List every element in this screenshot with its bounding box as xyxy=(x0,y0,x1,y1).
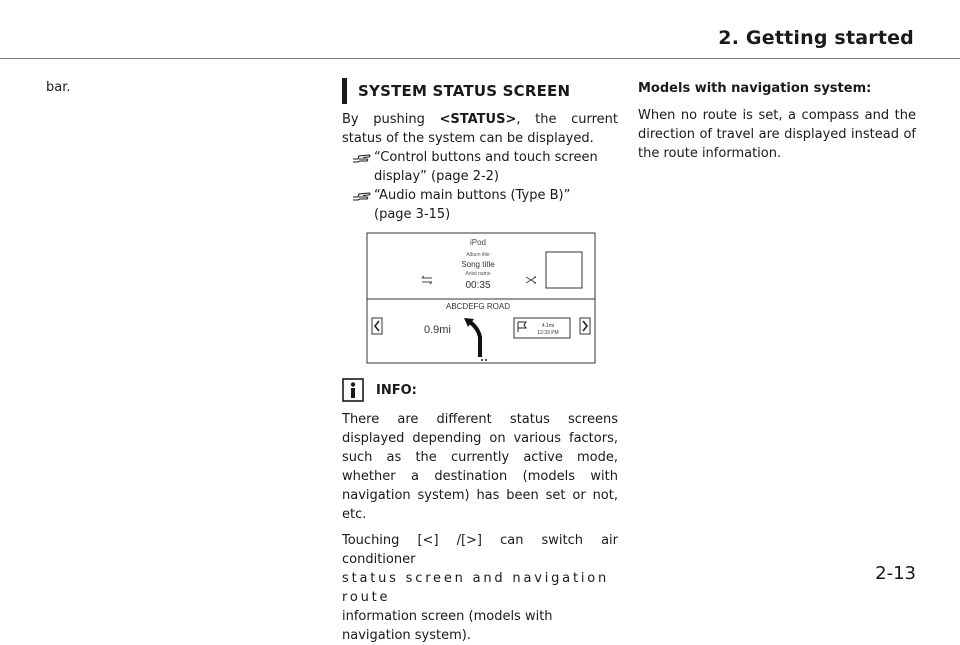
info-paragraph: There are different status screens displayed depending on various factors, such as the currently active mode, whether a destination (models with navigation system) has been set or not, etc. xyxy=(342,412,618,522)
right-column xyxy=(638,79,916,163)
intro-before: By pushing xyxy=(342,112,440,127)
prev-button xyxy=(372,318,382,334)
status-screen-illustration xyxy=(366,232,596,364)
left-column xyxy=(46,78,286,97)
right-column-text: When no route is set, a compass and the direction of travel are displayed instead of the route information. xyxy=(638,108,916,161)
intro-after: , the current status of the system can be displayed. xyxy=(342,112,618,146)
section-title: 2. Getting started xyxy=(718,27,914,49)
screen-artist: Artist name xyxy=(465,271,491,277)
screen-road: ABCDEFG ROAD xyxy=(445,302,511,311)
reference-1-line2: display” (page 2-2) xyxy=(374,169,500,184)
next-button xyxy=(580,318,590,334)
reference-1-line1: “Control buttons and touch screen xyxy=(374,150,598,165)
pointing-hand-icon xyxy=(352,150,372,164)
info-label: INFO: xyxy=(376,382,417,398)
album-art-box xyxy=(546,252,582,288)
reference-2[interactable] xyxy=(342,186,618,224)
heading-text: SYSTEM STATUS SCREEN xyxy=(358,82,571,100)
touching-line1: Touching [<] /[>] can switch air conditioner xyxy=(342,533,618,567)
screen-distance: 0.9mi xyxy=(424,324,451,336)
destination-time: 12:33 PM xyxy=(537,330,559,336)
info-row xyxy=(342,378,618,402)
destination-distance: 4.1mi xyxy=(541,323,555,329)
reference-1[interactable] xyxy=(342,148,618,186)
models-nav-subheading: Models with navigation system: xyxy=(638,81,872,96)
screen-time: 00:35 xyxy=(465,280,491,291)
reference-2-line1: “Audio main buttons (Type B)” xyxy=(374,188,571,203)
screen-source: iPod xyxy=(469,238,487,247)
pointing-hand-icon xyxy=(352,188,372,202)
page-dot xyxy=(481,359,483,361)
left-column-text: bar. xyxy=(46,80,71,95)
info-icon xyxy=(342,378,364,402)
header-divider xyxy=(0,58,960,59)
system-status-heading xyxy=(342,80,618,102)
intro-paragraph xyxy=(342,110,618,148)
page-dot xyxy=(485,359,487,361)
touching-line2: status screen and navigation route xyxy=(342,571,610,605)
touching-line3: information screen (models with navigation system). xyxy=(342,609,553,643)
screen-album: Album title xyxy=(466,252,490,258)
screen-song: Song title xyxy=(461,260,495,269)
page-number: 2-13 xyxy=(875,563,916,584)
middle-column xyxy=(342,80,618,645)
reference-2-line2: (page 3-15) xyxy=(374,207,451,222)
status-screen-svg xyxy=(366,232,596,364)
status-button-label: <STATUS> xyxy=(439,112,517,127)
heading-bar xyxy=(342,78,347,104)
